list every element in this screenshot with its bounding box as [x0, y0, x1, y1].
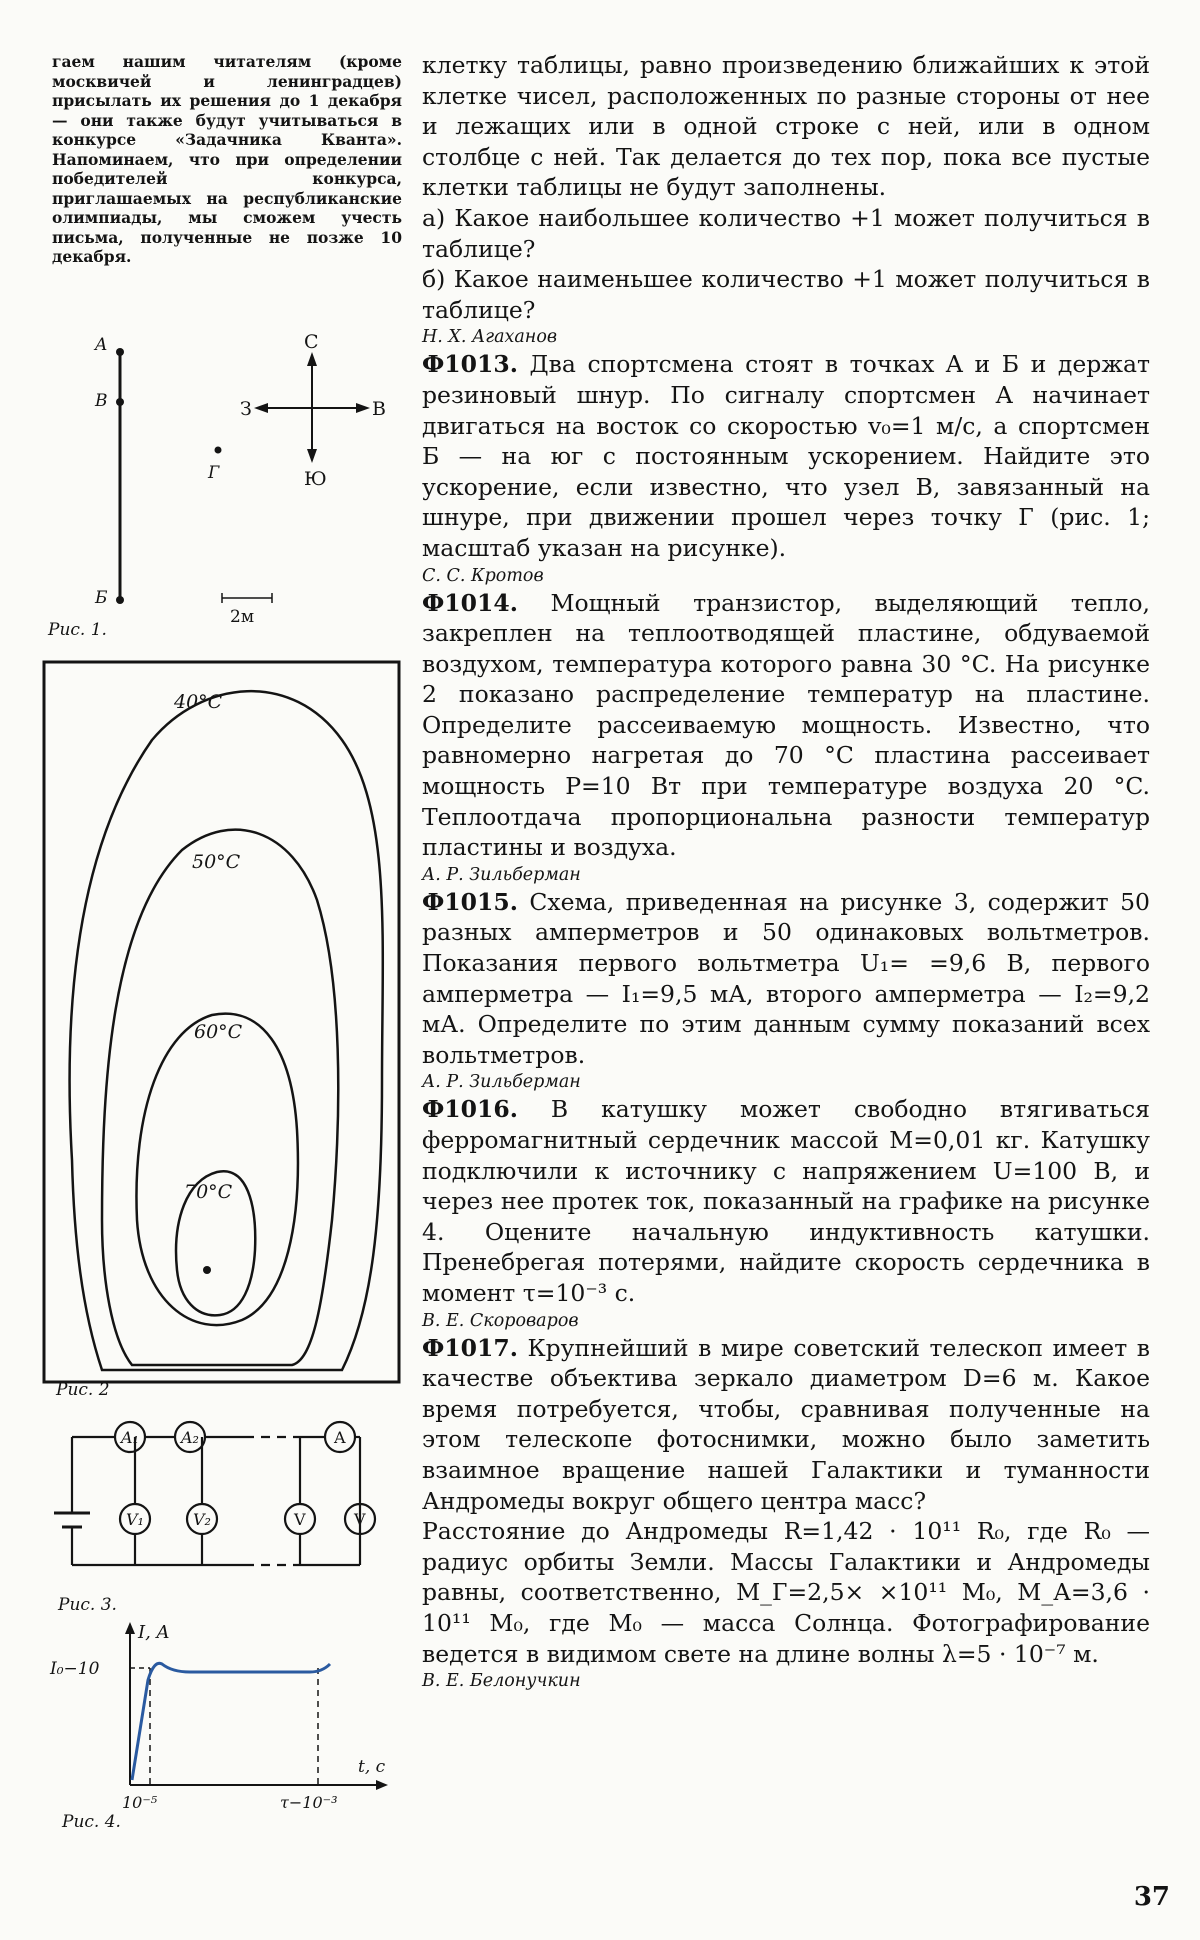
- problem-1017: Ф1017. Крупнейший в мире советский телескоп имеет в качестве объектива зеркало диаметром D=6 м. Какое время потребуется, чтобы, сравнивая полученные на этом телескопе фотоснимки, можно было заметить взаимное вращение нашей Галактики и туманности Андромеды вокруг общего центра масс?: [422, 1333, 1150, 1515]
- author-1014: А. Р. Зильберман: [422, 864, 581, 885]
- question-b: б) Какое наименьшее количество +1 может получиться в таблице?: [422, 265, 1150, 324]
- page-number: 37: [1133, 1882, 1170, 1912]
- problem-1015: Ф1015. Схема, приведенная на рисунке 3, содержит 50 разных амперметров и 50 одинаковых вольтметров. Показания первого вольтметра U₁= =9,6 В, первого амперметра — I₁=9,5 мА, второго амперметра — I₂=9,2 мА. Определите по этим данным сумму показаний всех вольтметров.: [422, 887, 1150, 1069]
- point-g: [215, 447, 222, 454]
- compass-west: З: [240, 398, 252, 420]
- left-column: [52, 52, 402, 267]
- voltmeter-2: V₂: [193, 1510, 211, 1529]
- fig4-xlabel: t, c: [358, 1757, 386, 1777]
- figure-2: [42, 660, 402, 1385]
- label-v: B: [95, 391, 108, 411]
- author-prev: Н. Х. Агаханов: [422, 327, 558, 348]
- figure-1: [40, 330, 386, 640]
- intro-text: гаем нашим читателям (кроме москвичей и ленинградцев) присылать их решения до 1 декабря — они также будут учитываться в конкурсе «Задачника Кванта». Напоминаем, что при определении победителей конкурса, приглашаемых на республиканские олимпиады, мы сможем учесть письма, полученные не позже 10 декабря.: [52, 52, 402, 266]
- author-1013: С. С. Кротов: [422, 565, 544, 586]
- fig4-y0: I₀−10: [50, 1659, 100, 1679]
- fig4-caption: Рис. 4.: [62, 1812, 121, 1832]
- scale-label: 2м: [230, 607, 255, 627]
- voltmeter-n1: V: [294, 1510, 306, 1529]
- continuation-text: клетку таблицы, равно произведению ближайших к этой клетке чисел, расположенных по разные стороны от нее и лежащих или в одной строке с ней, или в одном столбце с ней. Так делается до тех пор, пока все пустые клетки таблицы не будут заполнены.: [422, 51, 1150, 202]
- compass-rose: [240, 331, 386, 490]
- ammeter-n: A: [334, 1428, 346, 1447]
- label-40: 40°C: [174, 691, 223, 713]
- main-column: [422, 50, 1150, 1693]
- voltmeter-n2: V: [354, 1510, 366, 1529]
- fig4-ylabel: I, A: [138, 1622, 170, 1643]
- compass-north: С: [304, 331, 319, 353]
- label-60: 60°C: [194, 1021, 243, 1043]
- label-70: 70°C: [184, 1181, 233, 1203]
- label-a: A: [95, 335, 108, 355]
- scale-bar: [222, 593, 272, 627]
- voltmeter-1: V₁: [126, 1510, 144, 1529]
- isotherm-50: [102, 830, 338, 1365]
- point-v: [116, 398, 124, 406]
- label-50: 50°C: [192, 851, 241, 873]
- label-g: Г: [208, 463, 220, 483]
- author-1016: В. Е. Скороваров: [422, 1310, 579, 1331]
- problem-1016: Ф1016. В катушку может свободно втягиваться ферромагнитный сердечник массой M=0,01 кг. Катушку подключили к источнику с напряжением U=100 В, и через нее протек ток, показанный на графике на рисунке 4. Оцените начальную индуктивность катушки. Пренебрегая потерями, найдите скорость сердечника в момент τ=10⁻³ с.: [422, 1095, 1150, 1307]
- current-curve: [132, 1663, 330, 1780]
- isotherm-60: [136, 1014, 297, 1325]
- point-b: [116, 596, 124, 604]
- transistor-dot: [203, 1266, 211, 1274]
- fig4-x2: τ−10⁻³: [280, 1793, 338, 1812]
- problem-1017-extra: Расстояние до Андромеды R=1,42 · 10¹¹ R₀, где R₀ — радиус орбиты Земли. Массы Галактики и Андромеды равны, соответственно, M_Г=2,5× ×10¹¹ M₀, M_А=3,6 · 10¹¹ M₀, где M₀ — масса Солнца. Фотографирование ведется в видимом свете на длине волны λ=5 · 10⁻⁷ м.: [422, 1517, 1150, 1668]
- fig3-caption: Рис. 3.: [58, 1595, 117, 1615]
- figure-4: [40, 1620, 400, 1820]
- fig2-caption: Рис. 2: [56, 1380, 110, 1400]
- question-a: а) Какое наибольшее количество +1 может получиться в таблице?: [422, 203, 1150, 263]
- ammeter-1: A₁: [121, 1428, 139, 1447]
- author-1015: А. Р. Зильберман: [422, 1072, 581, 1093]
- figure-3: [40, 1415, 400, 1580]
- compass-south: Ю: [304, 468, 327, 490]
- fig1-caption: Рис. 1.: [48, 620, 107, 640]
- ammeter-2: A₂: [181, 1428, 199, 1447]
- label-b: Б: [95, 588, 108, 608]
- problem-1013: Ф1013. Два спортсмена стоят в точках A и Б и держат резиновый шнур. По сигналу спортсмен A начинает двигаться на восток со скоростью v₀=1 м/с, а спортсмен Б — на юг с постоянным ускорением. Найдите это ускорение, если известно, что узел B, завязанный на шнуре, при движении прошел через точку Г (рис. 1; масштаб указан на рисунке).: [422, 350, 1150, 562]
- author-1017: В. Е. Белонучкин: [422, 1671, 581, 1692]
- compass-east: В: [372, 398, 386, 420]
- point-a: [116, 348, 124, 356]
- fig4-x1: 10⁻⁵: [122, 1793, 158, 1812]
- problem-1014: Ф1014. Мощный транзистор, выделяющий тепло, закреплен на теплоотводящей пластине, обдуваемой воздухом, температура которого равна 30 °C. На рисунке 2 показано распределение температур на пластине. Определите рассеиваемую мощность. Известно, что равномерно нагретая до 70 °C пластина рассеивает мощность P=10 Вт при температуре воздуха 20 °C. Теплоотдача пропорциональна разности температур пластины и воздуха.: [422, 588, 1150, 862]
